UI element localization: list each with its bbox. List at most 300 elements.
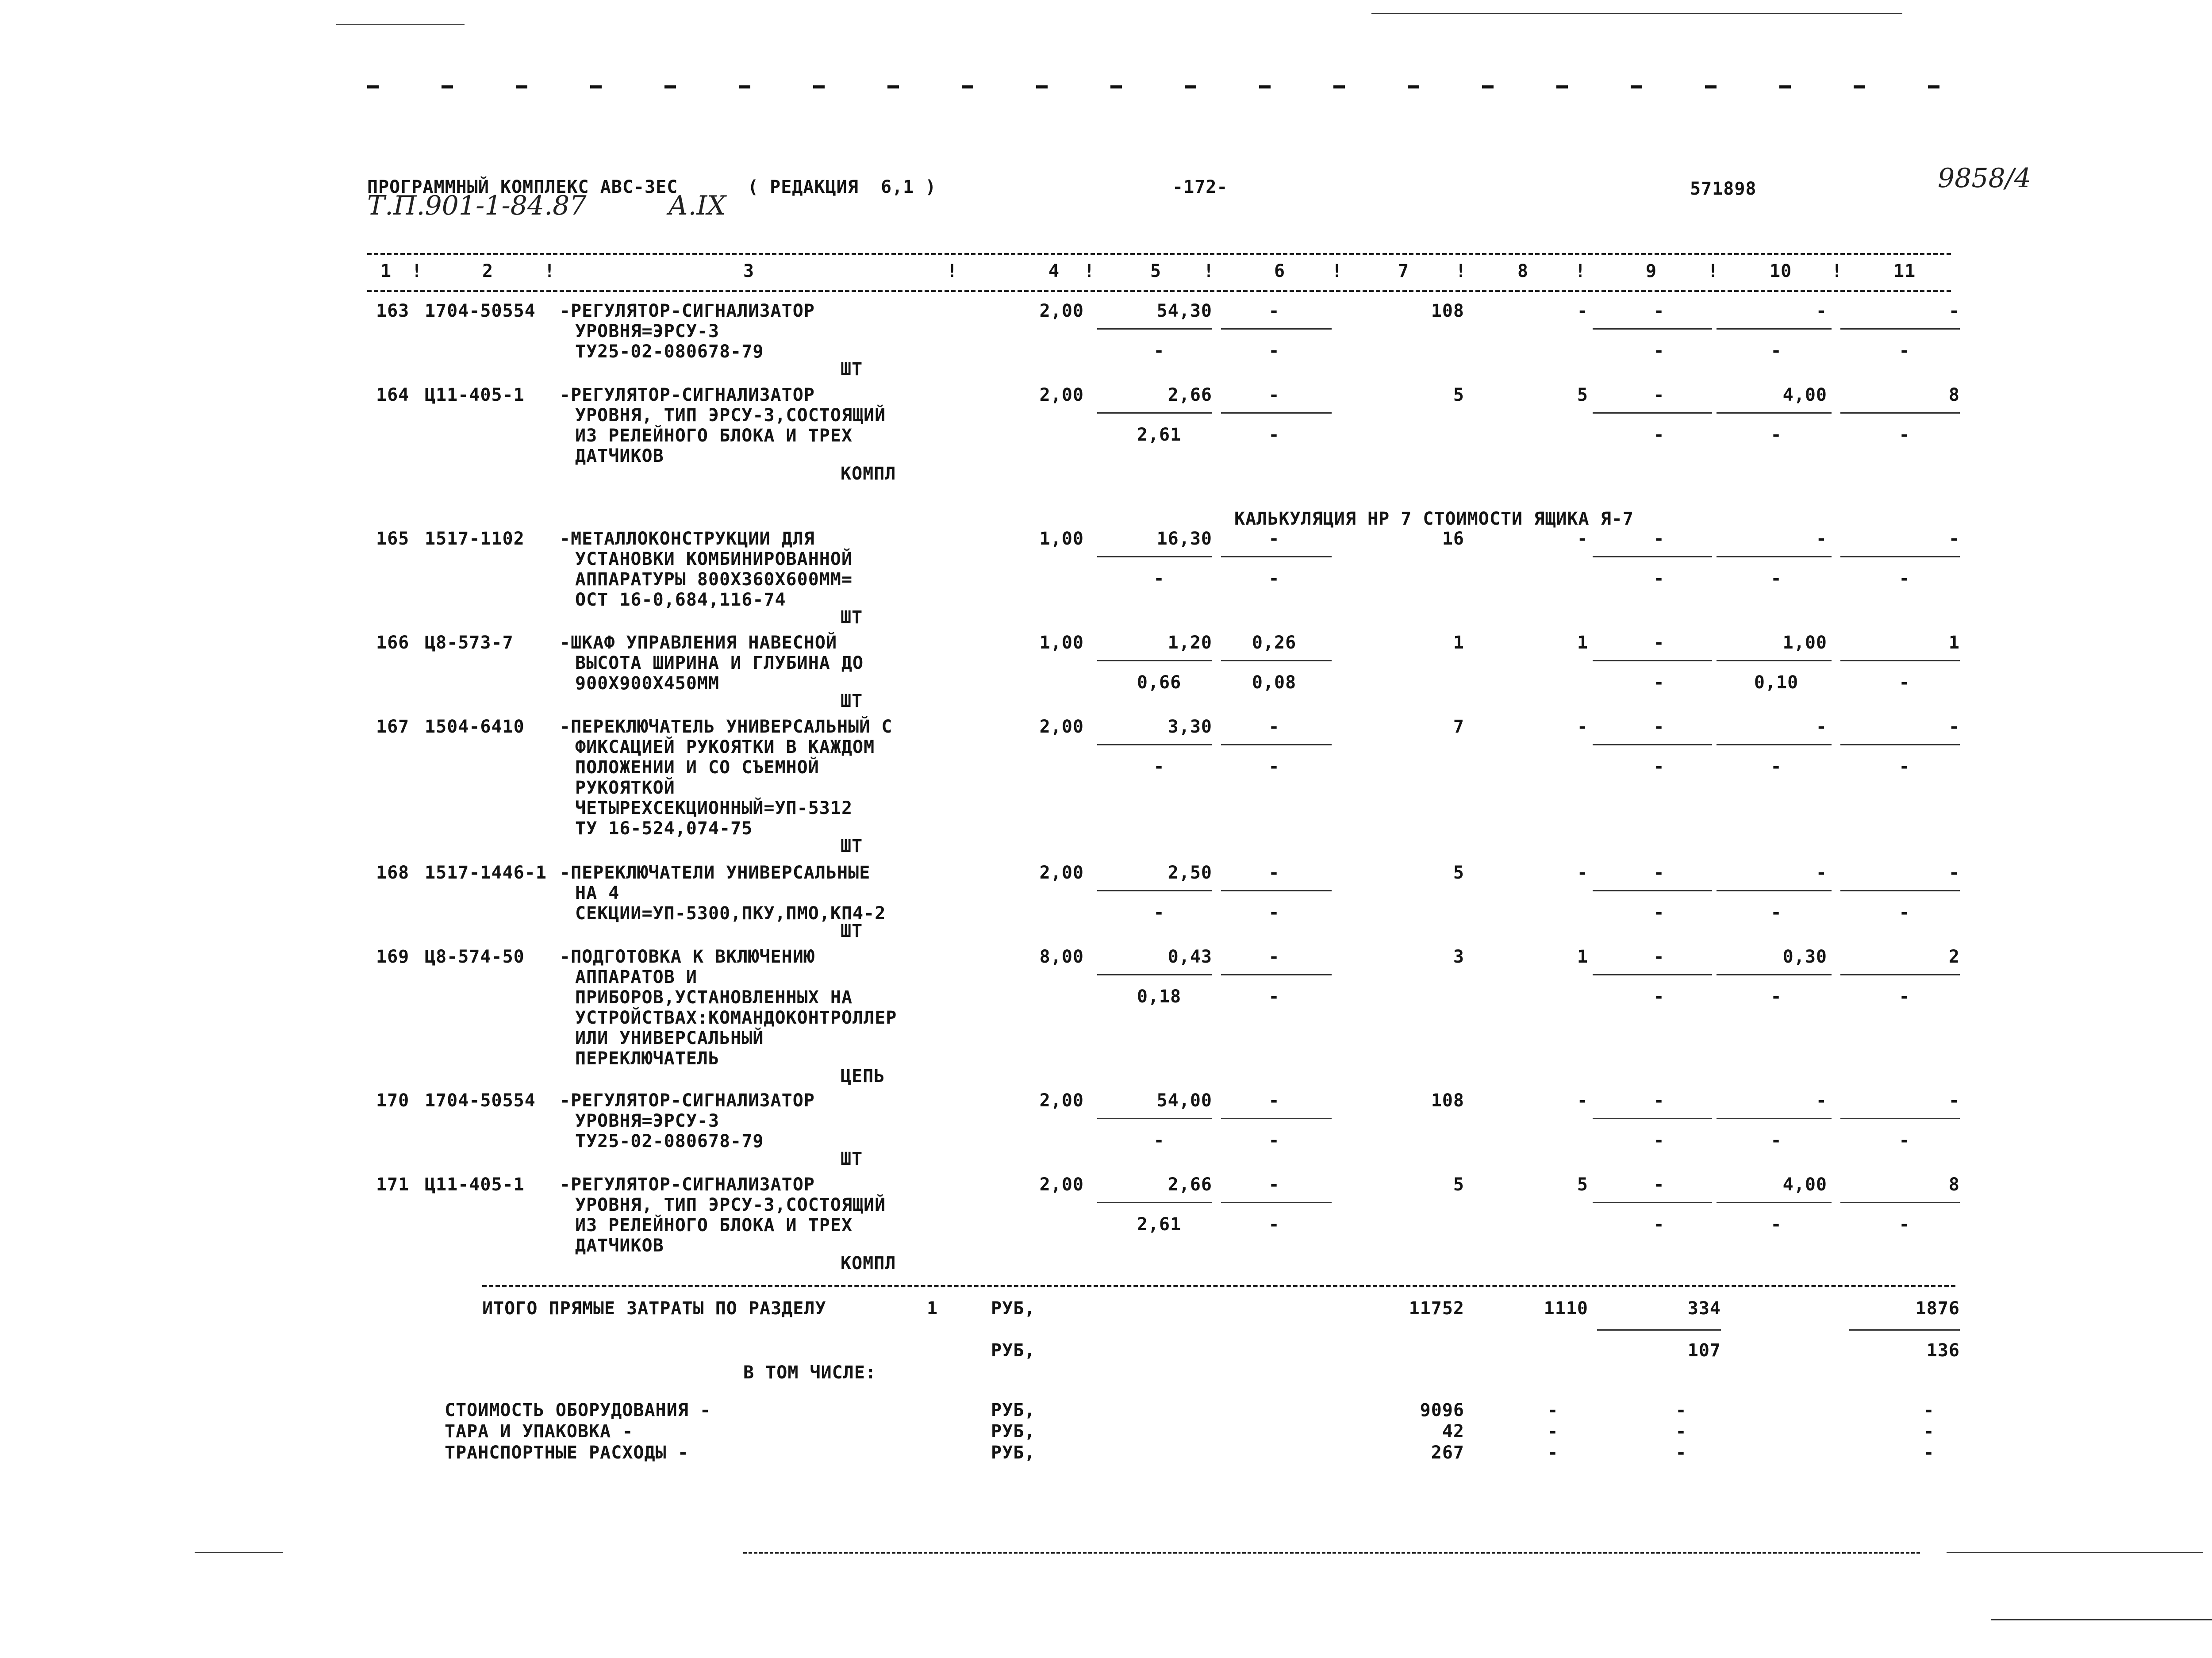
punch-dash (1333, 85, 1345, 88)
row-col11-rule (1840, 412, 1960, 414)
row-col11-sub: - (1899, 568, 1910, 589)
row-col5-rule (1097, 890, 1212, 891)
row-col6: - (1268, 1174, 1280, 1195)
row-col11: 1 (1948, 633, 1960, 653)
row-col6-sub: - (1268, 568, 1280, 589)
row-col9: - (1653, 947, 1665, 967)
row-col9-rule (1593, 412, 1712, 414)
punch-dash (1631, 85, 1642, 88)
row-col5: 3,30 (1167, 717, 1212, 737)
row-col7: 7 (1453, 717, 1464, 737)
breakdown-col9: - (1675, 1421, 1687, 1442)
totals-col9-rule (1597, 1329, 1721, 1331)
row-col6: - (1268, 529, 1280, 549)
top-rule-faint (1371, 13, 1902, 14)
row-col5-sub: - (1153, 756, 1165, 777)
row-col10-sub: - (1770, 756, 1782, 777)
row-col5-sub: 0,66 (1137, 672, 1182, 693)
row-col8: 1 (1577, 947, 1588, 967)
row-col8: - (1577, 717, 1588, 737)
breakdown-col7: 267 (1431, 1443, 1464, 1463)
row-description-line: УРОВНЯ, ТИП ЭРСУ-3,СОСТОЯЩИЙ (575, 405, 886, 426)
row-col6-rule (1221, 1202, 1332, 1203)
row-col8: - (1577, 863, 1588, 883)
row-col5-rule (1097, 660, 1212, 661)
punch-dash (1705, 85, 1717, 88)
row-code: 1704-50554 (425, 1090, 536, 1111)
row-description-line: ПРИБОРОВ,УСТАНОВЛЕННЫХ НА (575, 987, 853, 1008)
row-description-line: РУКОЯТКОЙ (575, 778, 675, 798)
breakdown-unit: РУБ, (991, 1421, 1036, 1442)
row-description-line: -ПЕРЕКЛЮЧАТЕЛИ УНИВЕРСАЛЬНЫЕ (560, 863, 871, 883)
breakdown-col9: - (1675, 1443, 1687, 1463)
row-description-line: -ПОДГОТОВКА К ВКЛЮЧЕНИЮ (560, 947, 815, 967)
row-col10-rule (1717, 1118, 1832, 1119)
row-code: Ц11-405-1 (425, 385, 525, 405)
row-col9-sub: - (1653, 1214, 1665, 1235)
row-col11-sub: - (1899, 986, 1910, 1007)
column-separator: ! (1203, 261, 1215, 281)
row-col5-rule (1097, 328, 1212, 330)
row-col9-rule (1593, 974, 1712, 975)
row-col10: - (1816, 1090, 1827, 1111)
row-quantity: 2,00 (1039, 717, 1084, 737)
row-col9: - (1653, 1174, 1665, 1195)
row-col6: - (1268, 947, 1280, 967)
breakdown-col11: - (1923, 1400, 1935, 1420)
row-col9-rule (1593, 1118, 1712, 1119)
column-header-4: 4 (1048, 261, 1060, 281)
top-rule-faint-left (336, 24, 465, 25)
row-col5: 2,50 (1167, 863, 1212, 883)
row-col9: - (1653, 1090, 1665, 1111)
row-col9-sub: - (1653, 341, 1665, 361)
row-col9-sub: - (1653, 425, 1665, 445)
row-col6-sub: - (1268, 341, 1280, 361)
row-quantity: 8,00 (1039, 947, 1084, 967)
row-description-line: -РЕГУЛЯТОР-СИГНАЛИЗАТОР (560, 385, 815, 405)
row-description-line: -РЕГУЛЯТОР-СИГНАЛИЗАТОР (560, 1174, 815, 1195)
row-col11: - (1948, 717, 1960, 737)
row-code: 1517-1446-1 (425, 863, 547, 883)
row-col5: 2,66 (1167, 385, 1212, 405)
punch-dash (1110, 85, 1122, 88)
row-description-line: УРОВНЯ, ТИП ЭРСУ-3,СОСТОЯЩИЙ (575, 1195, 886, 1215)
row-col9-rule (1593, 556, 1712, 557)
punch-dash (1556, 85, 1568, 88)
handwritten-album: А.IX (668, 190, 726, 221)
row-col5-sub: - (1153, 568, 1165, 589)
punch-dash (1482, 85, 1494, 88)
row-col5-rule (1097, 556, 1212, 557)
totals-col11: 1876 (1915, 1298, 1960, 1319)
row-col8: - (1577, 301, 1588, 321)
row-quantity: 1,00 (1039, 529, 1084, 549)
row-col6-sub: - (1268, 902, 1280, 923)
row-col8: 5 (1577, 1174, 1588, 1195)
row-col6: 0,26 (1252, 633, 1297, 653)
row-unit: ШТ (841, 607, 863, 628)
row-description-line: -МЕТАЛЛОКОНСТРУКЦИИ ДЛЯ (560, 529, 815, 549)
row-description-line: НА 4 (575, 883, 620, 903)
including-label: В ТОМ ЧИСЛЕ: (743, 1362, 876, 1383)
row-col11-sub: - (1899, 902, 1910, 923)
punch-dash (1779, 85, 1791, 88)
row-col6-rule (1221, 890, 1332, 891)
row-col10-sub: - (1770, 341, 1782, 361)
totals-unit: РУБ, (991, 1298, 1036, 1319)
row-col10: - (1816, 717, 1827, 737)
row-col9-sub: - (1653, 756, 1665, 777)
page-number: -172- (1172, 177, 1228, 197)
row-col11-sub: - (1899, 756, 1910, 777)
row-col7: 1 (1453, 633, 1464, 653)
row-description-line: АППАРАТОВ И (575, 967, 697, 987)
row-col6-sub: - (1268, 425, 1280, 445)
row-col5-rule (1097, 744, 1212, 745)
row-col11: 2 (1948, 947, 1960, 967)
totals-col11-rule (1849, 1329, 1960, 1331)
row-description-line: ПОЛОЖЕНИИ И СО СЪЕМНОЙ (575, 757, 819, 778)
row-col9: - (1653, 301, 1665, 321)
totals-rule (482, 1285, 1955, 1287)
bottom-rule-right (1947, 1552, 2203, 1553)
row-number: 164 (376, 385, 410, 405)
punch-dash (442, 85, 453, 88)
row-description-line: -ПЕРЕКЛЮЧАТЕЛЬ УНИВЕРСАЛЬНЫЙ С (560, 717, 893, 737)
row-col7: 108 (1431, 1090, 1464, 1111)
row-col10-rule (1717, 974, 1832, 975)
row-col5-sub: 0,18 (1137, 986, 1182, 1007)
row-unit: ШТ (841, 1149, 863, 1169)
row-col9: - (1653, 385, 1665, 405)
column-header-2: 2 (482, 261, 494, 281)
column-separator: ! (1332, 261, 1343, 281)
row-description-line: СЕКЦИИ=УП-5300,ПКУ,ПМО,КП4-2 (575, 903, 886, 924)
row-col10-sub: - (1770, 425, 1782, 445)
row-col7: 5 (1453, 863, 1464, 883)
row-code: Ц11-405-1 (425, 1174, 525, 1195)
row-col10-rule (1717, 744, 1832, 745)
punch-dash (516, 85, 527, 88)
breakdown-label: ТРАНСПОРТНЫЕ РАСХОДЫ - (445, 1443, 689, 1463)
row-description-line: ЧЕТЫРЕХСЕКЦИОННЫЙ=УП-5312 (575, 798, 853, 818)
totals-col9: 334 (1687, 1298, 1721, 1319)
column-header-5: 5 (1150, 261, 1162, 281)
column-header-6: 6 (1274, 261, 1286, 281)
row-number: 169 (376, 947, 410, 967)
column-header-8: 8 (1517, 261, 1529, 281)
row-col5-sub: 2,61 (1137, 1214, 1182, 1235)
totals-col11-sub: 136 (1926, 1340, 1960, 1361)
row-col11-rule (1840, 660, 1960, 661)
row-col10-rule (1717, 412, 1832, 414)
row-col11-sub: - (1899, 1214, 1910, 1235)
row-description-line: ВЫСОТА ШИРИНА И ГЛУБИНА ДО (575, 653, 864, 673)
row-col6: - (1268, 301, 1280, 321)
breakdown-col8: - (1547, 1421, 1559, 1442)
row-quantity: 2,00 (1039, 1090, 1084, 1111)
row-description-line: ДАТЧИКОВ (575, 446, 664, 466)
row-col6-sub: - (1268, 986, 1280, 1007)
row-description-line: ИЛИ УНИВЕРСАЛЬНЫЙ (575, 1028, 764, 1048)
row-code: 1704-50554 (425, 301, 536, 321)
row-col6-rule (1221, 328, 1332, 330)
punch-dash (813, 85, 825, 88)
row-unit: ШТ (841, 359, 863, 380)
row-description-line: ФИКСАЦИЕЙ РУКОЯТКИ В КАЖДОМ (575, 737, 875, 757)
column-header-11: 11 (1893, 261, 1916, 281)
row-col10-rule (1717, 328, 1832, 330)
row-col10: 1,00 (1782, 633, 1827, 653)
breakdown-col8: - (1547, 1443, 1559, 1463)
row-description-line: УРОВНЯ=ЭРСУ-3 (575, 1111, 720, 1131)
row-col10-rule (1717, 1202, 1832, 1203)
row-code: 1517-1102 (425, 529, 525, 549)
row-code: 1504-6410 (425, 717, 525, 737)
row-col6-rule (1221, 660, 1332, 661)
row-col7: 3 (1453, 947, 1464, 967)
row-description-line: ТУ25-02-080678-79 (575, 1131, 764, 1151)
handwritten-project-number: Т.П.901-1-84.87 (367, 190, 587, 221)
row-col5: 2,66 (1167, 1174, 1212, 1195)
row-col11-rule (1840, 556, 1960, 557)
row-col9-rule (1593, 328, 1712, 330)
totals-col7: 11752 (1409, 1298, 1464, 1319)
totals-section: 1 (927, 1298, 938, 1319)
row-description-line: ПЕРЕКЛЮЧАТЕЛЬ (575, 1048, 720, 1069)
row-col9-sub: - (1653, 902, 1665, 923)
row-description-line: -РЕГУЛЯТОР-СИГНАЛИЗАТОР (560, 1090, 815, 1111)
breakdown-col7: 9096 (1420, 1400, 1464, 1420)
row-number: 167 (376, 717, 410, 737)
row-description-line: -РЕГУЛЯТОР-СИГНАЛИЗАТОР (560, 301, 815, 321)
row-quantity: 2,00 (1039, 301, 1084, 321)
punch-dash (1408, 85, 1419, 88)
row-col11-sub: - (1899, 341, 1910, 361)
punch-dash (1928, 85, 1939, 88)
breakdown-col7: 42 (1442, 1421, 1464, 1442)
row-col10-sub: - (1770, 1214, 1782, 1235)
header-rule-bottom (367, 290, 1951, 292)
row-col10: 0,30 (1782, 947, 1827, 967)
row-col6-rule (1221, 744, 1332, 745)
row-col11-sub: - (1899, 1130, 1910, 1151)
row-description-line: ТУ25-02-080678-79 (575, 342, 764, 362)
column-separator: ! (1832, 261, 1843, 281)
row-col10-sub: - (1770, 1130, 1782, 1151)
edition: ( РЕДАКЦИЯ 6,1 ) (748, 177, 937, 197)
punch-dash (1259, 85, 1271, 88)
breakdown-col11: - (1923, 1421, 1935, 1442)
column-separator: ! (1455, 261, 1467, 281)
row-col5: 0,43 (1167, 947, 1212, 967)
row-col5: 54,00 (1156, 1090, 1212, 1111)
row-description-line: ТУ 16-524,074-75 (575, 818, 753, 839)
row-col11-sub: - (1899, 425, 1910, 445)
breakdown-col8: - (1547, 1400, 1559, 1420)
row-col6-rule (1221, 974, 1332, 975)
row-col6-rule (1221, 1118, 1332, 1119)
row-description-line: ИЗ РЕЛЕЙНОГО БЛОКА И ТРЕХ (575, 1215, 853, 1236)
row-number: 166 (376, 633, 410, 653)
row-description-line: ИЗ РЕЛЕЙНОГО БЛОКА И ТРЕХ (575, 426, 853, 446)
row-col10: - (1816, 301, 1827, 321)
row-col11: 8 (1948, 385, 1960, 405)
row-quantity: 1,00 (1039, 633, 1084, 653)
document-code: 571898 (1690, 179, 1757, 199)
punch-dash (367, 85, 379, 88)
row-col9-rule (1593, 744, 1712, 745)
row-col11: - (1948, 301, 1960, 321)
row-col9: - (1653, 529, 1665, 549)
column-header-7: 7 (1398, 261, 1409, 281)
breakdown-unit: РУБ, (991, 1400, 1036, 1420)
column-separator: ! (1575, 261, 1586, 281)
breakdown-unit: РУБ, (991, 1443, 1036, 1463)
row-col5-rule (1097, 412, 1212, 414)
row-col10-sub: 0,10 (1754, 672, 1799, 693)
row-col10-sub: - (1770, 986, 1782, 1007)
row-quantity: 2,00 (1039, 863, 1084, 883)
row-col11: - (1948, 1090, 1960, 1111)
bottom-rule-center (743, 1552, 1920, 1554)
row-col6-rule (1221, 412, 1332, 414)
row-col10-sub: - (1770, 902, 1782, 923)
calculation-note: КАЛЬКУЛЯЦИЯ НР 7 СТОИМОСТИ ЯЩИКА Я-7 (1234, 509, 1634, 529)
column-separator: ! (544, 261, 556, 281)
row-col11-rule (1840, 1202, 1960, 1203)
row-number: 163 (376, 301, 410, 321)
row-col11-rule (1840, 1118, 1960, 1119)
row-col6: - (1268, 717, 1280, 737)
row-col5-rule (1097, 1202, 1212, 1203)
row-number: 171 (376, 1174, 410, 1195)
column-separator: ! (1084, 261, 1095, 281)
column-separator: ! (1708, 261, 1719, 281)
row-unit: КОМПЛ (841, 464, 896, 484)
row-col7: 108 (1431, 301, 1464, 321)
row-description-line: УРОВНЯ=ЭРСУ-3 (575, 321, 720, 342)
bottom-rule-left (195, 1552, 283, 1553)
row-col5: 54,30 (1156, 301, 1212, 321)
column-separator: ! (411, 261, 423, 281)
row-quantity: 2,00 (1039, 385, 1084, 405)
totals-unit-2: РУБ, (991, 1340, 1036, 1361)
column-header-10: 10 (1770, 261, 1792, 281)
row-col5-sub: 2,61 (1137, 425, 1182, 445)
row-col5-sub: - (1153, 902, 1165, 923)
row-col7: 5 (1453, 1174, 1464, 1195)
row-col5-rule (1097, 1118, 1212, 1119)
row-col10-rule (1717, 890, 1832, 891)
row-col9-sub: - (1653, 986, 1665, 1007)
handwritten-corner-number: 9858/4 (1938, 163, 2032, 194)
row-col6-sub: - (1268, 756, 1280, 777)
row-col10: 4,00 (1782, 385, 1827, 405)
punch-dash (664, 85, 676, 88)
row-code: Ц8-574-50 (425, 947, 525, 967)
breakdown-col9: - (1675, 1400, 1687, 1420)
row-col11-sub: - (1899, 672, 1910, 693)
row-col10: 4,00 (1782, 1174, 1827, 1195)
bottom-rule-right-2 (1991, 1619, 2212, 1620)
row-col5: 16,30 (1156, 529, 1212, 549)
row-col10: - (1816, 863, 1827, 883)
row-col11: - (1948, 529, 1960, 549)
row-col9-sub: - (1653, 1130, 1665, 1151)
row-col10-sub: - (1770, 568, 1782, 589)
row-col10: - (1816, 529, 1827, 549)
row-description-line: УСТРОЙСТВАХ:КОМАНДОКОНТРОЛЛЕР (575, 1008, 897, 1028)
row-code: Ц8-573-7 (425, 633, 514, 653)
row-col11-rule (1840, 744, 1960, 745)
row-col9: - (1653, 717, 1665, 737)
row-col5: 1,20 (1167, 633, 1212, 653)
row-col6: - (1268, 863, 1280, 883)
row-description-line: ДАТЧИКОВ (575, 1236, 664, 1256)
row-description-line: АППАРАТУРЫ 800Х360Х600ММ= (575, 569, 853, 590)
row-description-line: 900Х900Х450ММ (575, 673, 720, 694)
totals-col8: 1110 (1544, 1298, 1588, 1319)
row-col11-rule (1840, 328, 1960, 330)
punch-dash (887, 85, 899, 88)
row-unit: ШТ (841, 921, 863, 941)
row-col9-rule (1593, 660, 1712, 661)
row-col6-sub: - (1268, 1214, 1280, 1235)
row-col6: - (1268, 385, 1280, 405)
row-col11: 8 (1948, 1174, 1960, 1195)
breakdown-label: СТОИМОСТЬ ОБОРУДОВАНИЯ - (445, 1400, 711, 1420)
punch-dash (962, 85, 973, 88)
row-number: 165 (376, 529, 410, 549)
punch-dash (1036, 85, 1048, 88)
column-header-1: 1 (380, 261, 392, 281)
punch-dash (1185, 85, 1196, 88)
row-col9-rule (1593, 1202, 1712, 1203)
row-description-line: ОСТ 16-0,684,116-74 (575, 590, 786, 610)
row-unit: ШТ (841, 691, 863, 711)
row-col9: - (1653, 863, 1665, 883)
row-col6-sub: 0,08 (1252, 672, 1297, 693)
punch-dash (1854, 85, 1865, 88)
column-header-9: 9 (1646, 261, 1657, 281)
row-quantity: 2,00 (1039, 1174, 1084, 1195)
row-col9-sub: - (1653, 568, 1665, 589)
row-col5-sub: - (1153, 341, 1165, 361)
row-col10-rule (1717, 660, 1832, 661)
row-col8: 1 (1577, 633, 1588, 653)
row-col8: - (1577, 529, 1588, 549)
row-description-line: -ШКАФ УПРАВЛЕНИЯ НАВЕСНОЙ (560, 633, 837, 653)
row-unit: ШТ (841, 836, 863, 856)
row-col9-sub: - (1653, 672, 1665, 693)
row-col10-rule (1717, 556, 1832, 557)
breakdown-label: ТАРА И УПАКОВКА - (445, 1421, 634, 1442)
program-name: ПРОГРАММНЫЙ КОМПЛЕКС АВС-3ЕС (367, 177, 678, 197)
row-col8: 5 (1577, 385, 1588, 405)
totals-label: ИТОГО ПРЯМЫЕ ЗАТРАТЫ ПО РАЗДЕЛУ (482, 1298, 826, 1319)
row-col9-rule (1593, 890, 1712, 891)
row-description-line: УСТАНОВКИ КОМБИНИРОВАННОЙ (575, 549, 853, 569)
row-col5-rule (1097, 974, 1212, 975)
row-col11-rule (1840, 890, 1960, 891)
row-col6: - (1268, 1090, 1280, 1111)
row-unit: ЦЕПЬ (841, 1066, 885, 1086)
row-unit: КОМПЛ (841, 1253, 896, 1274)
breakdown-col11: - (1923, 1443, 1935, 1463)
row-col11: - (1948, 863, 1960, 883)
